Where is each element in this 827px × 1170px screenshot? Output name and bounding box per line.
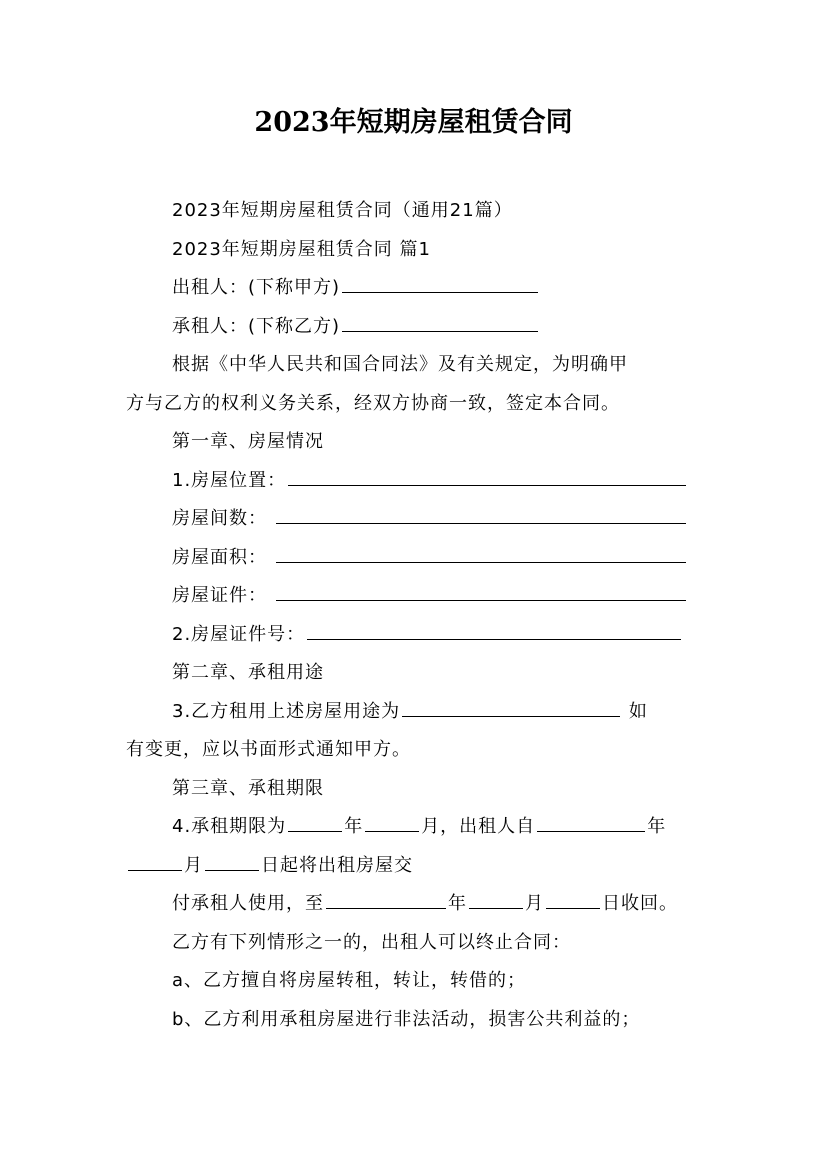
paragraph-heading [126, 192, 706, 231]
text-line [126, 731, 706, 770]
lessee-label: 承租人：(下称乙方) [172, 315, 341, 337]
text-fragment: 年 [647, 816, 667, 837]
chapter-title: 第三章、承租期限 [172, 777, 324, 799]
text-fragment: 日起将出租房屋交 [261, 854, 413, 876]
house-certificate-line [126, 577, 706, 616]
text-fragment: 日收回。 [602, 893, 678, 914]
house-area-label: 房屋面积： [172, 546, 267, 568]
term-years-blank [288, 809, 342, 832]
chapter-heading [126, 423, 706, 462]
certificate-number-line [126, 616, 706, 655]
text-fragment: 如 [628, 700, 648, 722]
room-count-blank [276, 501, 686, 524]
text-fragment: 年 [448, 893, 467, 914]
usage-label: 3.乙方租用上述房屋用途为 [172, 700, 401, 722]
lessor-blank [342, 270, 538, 293]
text-line [126, 385, 706, 424]
term-label: 4.承租期限为 [172, 816, 287, 837]
start-year-blank [537, 809, 645, 832]
text-fragment: 月 [184, 854, 203, 876]
chapter-title: 第二章、承租用途 [172, 662, 324, 683]
lessee-blank [342, 309, 538, 332]
lessor-line [126, 269, 706, 308]
room-count-line [126, 500, 706, 539]
start-month-blank [128, 848, 182, 871]
lessor-label: 出租人：(下称甲方) [172, 277, 341, 298]
text-line: 乙方有下列情形之一的，出租人可以终止合同： [172, 931, 571, 953]
certificate-number-blank [307, 617, 681, 640]
term-line-continued [126, 847, 706, 886]
text-line: 有变更，应以书面形式通知甲方。 [126, 739, 411, 760]
term-months-blank [365, 809, 419, 832]
chapter-heading [126, 654, 706, 693]
usage-blank [402, 694, 620, 717]
text-fragment: 年 [344, 816, 364, 837]
text-line: 根据《中华人民共和国合同法》及有关规定，为明确甲 [172, 354, 628, 375]
text-line: 2023年短期房屋租赁合同（通用21篇） [172, 200, 513, 221]
house-location-blank [288, 463, 686, 486]
chapter-heading [126, 770, 706, 809]
document-body [126, 192, 706, 1039]
usage-line [126, 693, 706, 732]
house-location-label: 1.房屋位置： [172, 469, 287, 491]
document-title: 2023年短期房屋租赁合同 [254, 107, 573, 138]
text-fragment: 付承租人使用，至 [172, 893, 324, 914]
end-year-blank [326, 886, 446, 909]
end-day-blank [546, 886, 600, 909]
house-certificate-blank [276, 578, 686, 601]
lessee-line [126, 308, 706, 347]
room-count-label: 房屋间数： [172, 508, 267, 529]
clause-item [126, 1001, 706, 1040]
text-line: b、乙方利用承租房屋进行非法活动，损害公共利益的； [172, 1008, 641, 1030]
text-line: 2023年短期房屋租赁合同 篇1 [172, 238, 431, 260]
text-fragment: 月，出租人自 [421, 816, 536, 837]
start-day-blank [205, 848, 259, 871]
clause-item [126, 962, 706, 1001]
paragraph-subheading [126, 231, 706, 270]
chapter-title: 第一章、房屋情况 [172, 431, 324, 452]
text-line [126, 924, 706, 963]
text-line [126, 346, 706, 385]
text-line: 方与乙方的权利义务关系，经双方协商一致，签定本合同。 [126, 392, 620, 414]
term-line [126, 808, 706, 847]
house-location-line [126, 462, 706, 501]
house-area-blank [276, 540, 686, 563]
house-area-line [126, 539, 706, 578]
text-line: a、乙方擅自将房屋转租，转让，转借的； [172, 970, 527, 991]
house-certificate-label: 房屋证件： [172, 585, 267, 606]
end-month-blank [469, 886, 523, 909]
certificate-number-label: 2.房屋证件号： [172, 623, 306, 645]
text-fragment: 月 [525, 893, 544, 914]
end-date-line [126, 885, 706, 924]
